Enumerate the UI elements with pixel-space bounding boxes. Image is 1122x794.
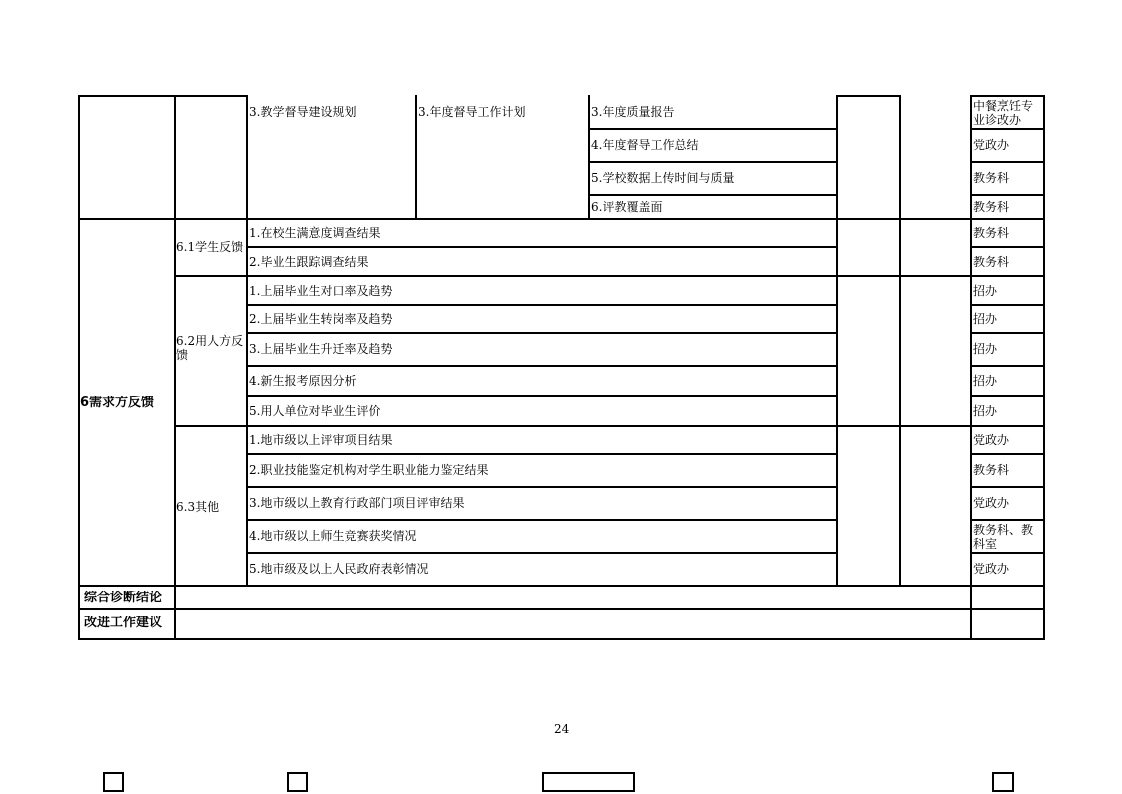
dept-cell: 教务科 xyxy=(973,200,1010,214)
plan-cell: 3.教学督导建设规划 xyxy=(249,105,357,119)
registration-mark xyxy=(992,772,1014,792)
item-cell: 6.评教覆盖面 xyxy=(591,200,663,214)
item-cell: 4.年度督导工作总结 xyxy=(591,138,699,152)
page-number: 24 xyxy=(554,722,570,736)
dept-cell: 教务科 xyxy=(973,463,1010,477)
item-cell: 2.毕业生跟踪调查结果 xyxy=(249,255,369,269)
subsection-label: 6.2用人方反馈 xyxy=(176,334,244,362)
item-cell: 2.职业技能鉴定机构对学生职业能力鉴定结果 xyxy=(249,463,489,477)
item-cell: 1.上届毕业生对口率及趋势 xyxy=(249,284,393,298)
registration-mark xyxy=(287,772,308,792)
annual-plan-cell: 3.年度督导工作计划 xyxy=(418,105,526,119)
dept-cell: 党政办 xyxy=(973,433,1010,447)
item-cell: 4.地市级以上师生竞赛获奖情况 xyxy=(249,529,417,543)
item-cell: 3.地市级以上教育行政部门项目评审结果 xyxy=(249,496,465,510)
dept-cell: 招办 xyxy=(973,342,998,356)
item-cell: 2.上届毕业生转岗率及趋势 xyxy=(249,312,393,326)
suggestion-label: 改进工作建议 xyxy=(84,616,163,630)
dept-cell: 中餐烹饪专业诊改办 xyxy=(973,99,1034,127)
section-title: 6需求方反馈 xyxy=(80,396,155,410)
item-cell: 3.年度质量报告 xyxy=(591,105,675,119)
dept-cell: 教务科 xyxy=(973,171,1010,185)
item-cell: 4.新生报考原因分析 xyxy=(249,374,357,388)
item-cell: 5.用人单位对毕业生评价 xyxy=(249,404,381,418)
dept-cell: 教务科 xyxy=(973,226,1010,240)
subsection-label: 6.1学生反馈 xyxy=(176,240,244,254)
dept-cell: 招办 xyxy=(973,312,998,326)
dept-cell: 招办 xyxy=(973,284,998,298)
item-cell: 3.上届毕业生升迁率及趋势 xyxy=(249,342,393,356)
item-cell: 5.地市级及以上人民政府表彰情况 xyxy=(249,562,429,576)
dept-cell: 教务科、教科室 xyxy=(973,523,1034,551)
dept-cell: 招办 xyxy=(973,374,998,388)
subsection-label: 6.3其他 xyxy=(176,500,220,514)
dept-cell: 党政办 xyxy=(973,562,1010,576)
item-cell: 1.地市级以上评审项目结果 xyxy=(249,433,393,447)
registration-mark xyxy=(542,772,635,792)
item-cell: 5.学校数据上传时间与质量 xyxy=(591,171,735,185)
dept-cell: 教务科 xyxy=(973,255,1010,269)
dept-cell: 党政办 xyxy=(973,496,1010,510)
summary-label: 综合诊断结论 xyxy=(84,591,163,605)
dept-cell: 招办 xyxy=(973,404,998,418)
registration-mark xyxy=(103,772,124,792)
dept-cell: 党政办 xyxy=(973,138,1010,152)
item-cell: 1.在校生满意度调查结果 xyxy=(249,226,381,240)
